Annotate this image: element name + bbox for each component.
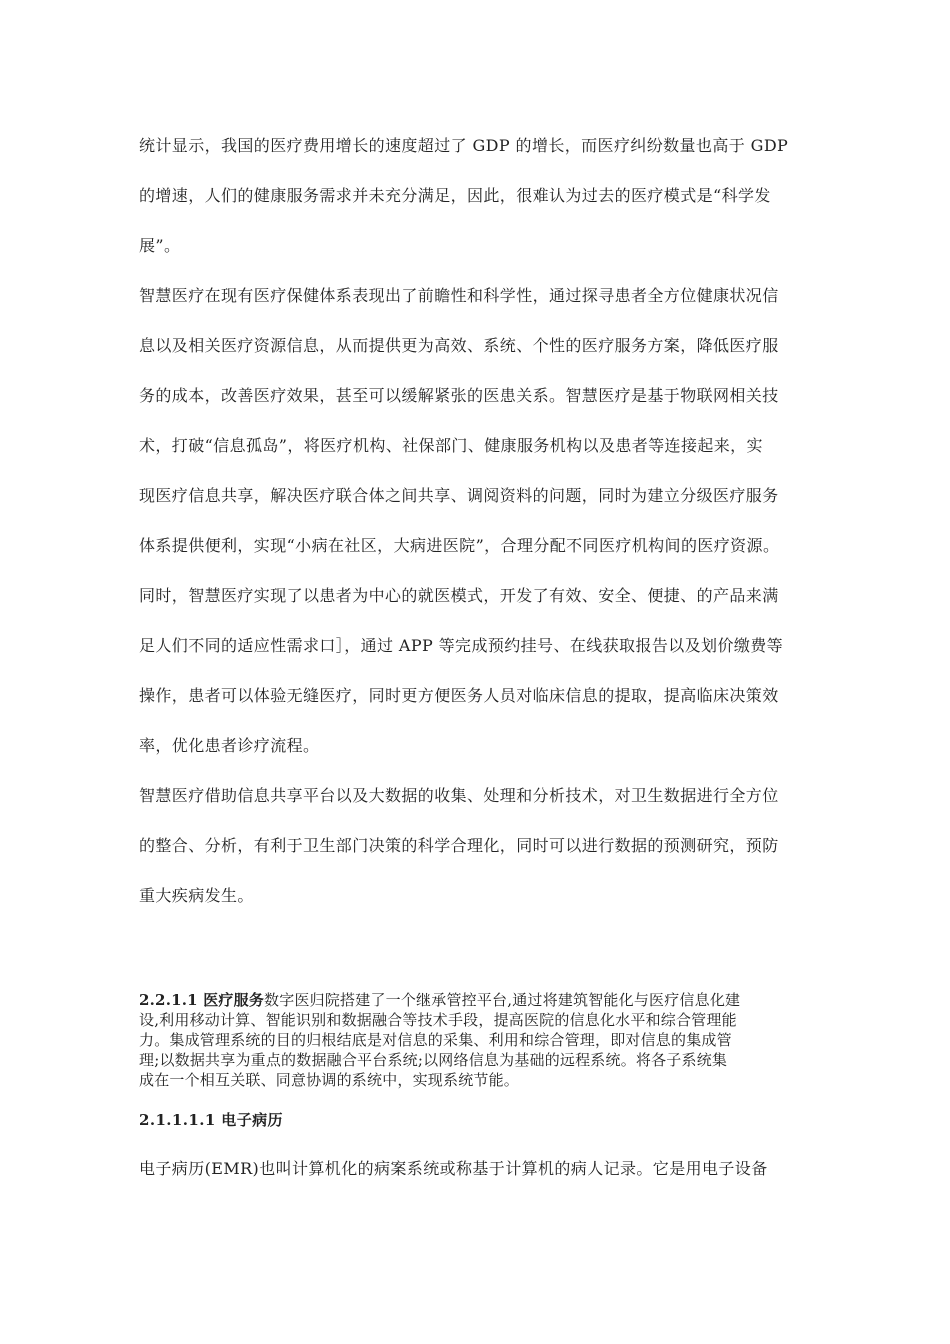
- text-line: 足人们不同的适应性需求口］，通过 APP 等完成预约挂号、在线获取报告以及划价缴费等: [139, 636, 784, 655]
- text-line: 统计显示，我国的医疗费用增长的速度超过了 GDP 的增长，而医疗纠纷数量也高于 GDP: [139, 136, 789, 155]
- text-line: 术，打破“信息孤岛”，将医疗机构、社保部门、健康服务机构以及患者等连接起来，实: [139, 436, 763, 455]
- section-heading: 2.2.1.1 医疗服务: [139, 991, 265, 1009]
- text-line: 的增速，人们的健康服务需求并未充分满足，因此，很难认为过去的医疗模式是“科学发: [139, 186, 771, 205]
- text-line: 理;以数据共享为重点的数据融合平台系统;以网络信息为基础的远程系统。将各子系统集: [139, 1051, 728, 1069]
- text-line: [139, 990, 829, 1010]
- text-line: 智慧医疗借助信息共享平台以及大数据的收集、处理和分析技术，对卫生数据进行全方位: [139, 786, 779, 805]
- text-line: 率，优化患者诊疗流程。: [139, 736, 320, 755]
- text-line: 体系提供便利，实现“小病在社区，大病进医院”，合理分配不同医疗机构间的医疗资源。: [139, 536, 780, 555]
- paragraph-4: 电子病历(EMR)也叫计算机化的病案系统或称基于计算机的病人记录。它是用电子设备: [139, 1159, 768, 1178]
- text-line: 重大疾病发生。: [139, 886, 254, 905]
- text-line: 成在一个相互关联、同意协调的系统中，实现系统节能。: [139, 1071, 520, 1089]
- text-line: 务的成本，改善医疗效果，甚至可以缓解紧张的医患关系。智慧医疗是基于物联网相关技: [139, 386, 779, 405]
- text-line: 息以及相关医疗资源信息，从而提供更为高效、系统、个性的医疗服务方案，降低医疗服: [139, 336, 779, 355]
- text-line: 同时，智慧医疗实现了以患者为中心的就医模式，开发了有效、安全、便捷、的产品来满: [139, 586, 779, 605]
- section-text: 数字医归院搭建了一个继承管控平台,通过将建筑智能化与医疗信息化建: [264, 991, 741, 1009]
- subsection-heading: 2.1.1.1.1 电子病历: [139, 1111, 283, 1129]
- text-line: 的整合、分析，有利于卫生部门决策的科学合理化，同时可以进行数据的预测研究，预防: [139, 836, 779, 855]
- section-paragraph: [139, 990, 829, 1090]
- text-line: 展”。: [139, 236, 181, 255]
- text-line: 智慧医疗在现有医疗保健体系表现出了前瞻性和科学性，通过探寻患者全方位健康状况信: [139, 286, 779, 305]
- text-line: 现医疗信息共享，解决医疗联合体之间共享、调阅资料的问题，同时为建立分级医疗服务: [139, 486, 779, 505]
- text-line: 设,利用移动计算、智能识别和数据融合等技术手段，提高医院的信息化水平和综合管理能: [139, 1011, 737, 1029]
- text-line: 操作，患者可以体验无缝医疗，同时更方便医务人员对临床信息的提取，提高临床决策效: [139, 686, 779, 705]
- text-line: 力。集成管理系统的目的归根结底是对信息的采集、利用和综合管理，即对信息的集成管: [139, 1031, 732, 1049]
